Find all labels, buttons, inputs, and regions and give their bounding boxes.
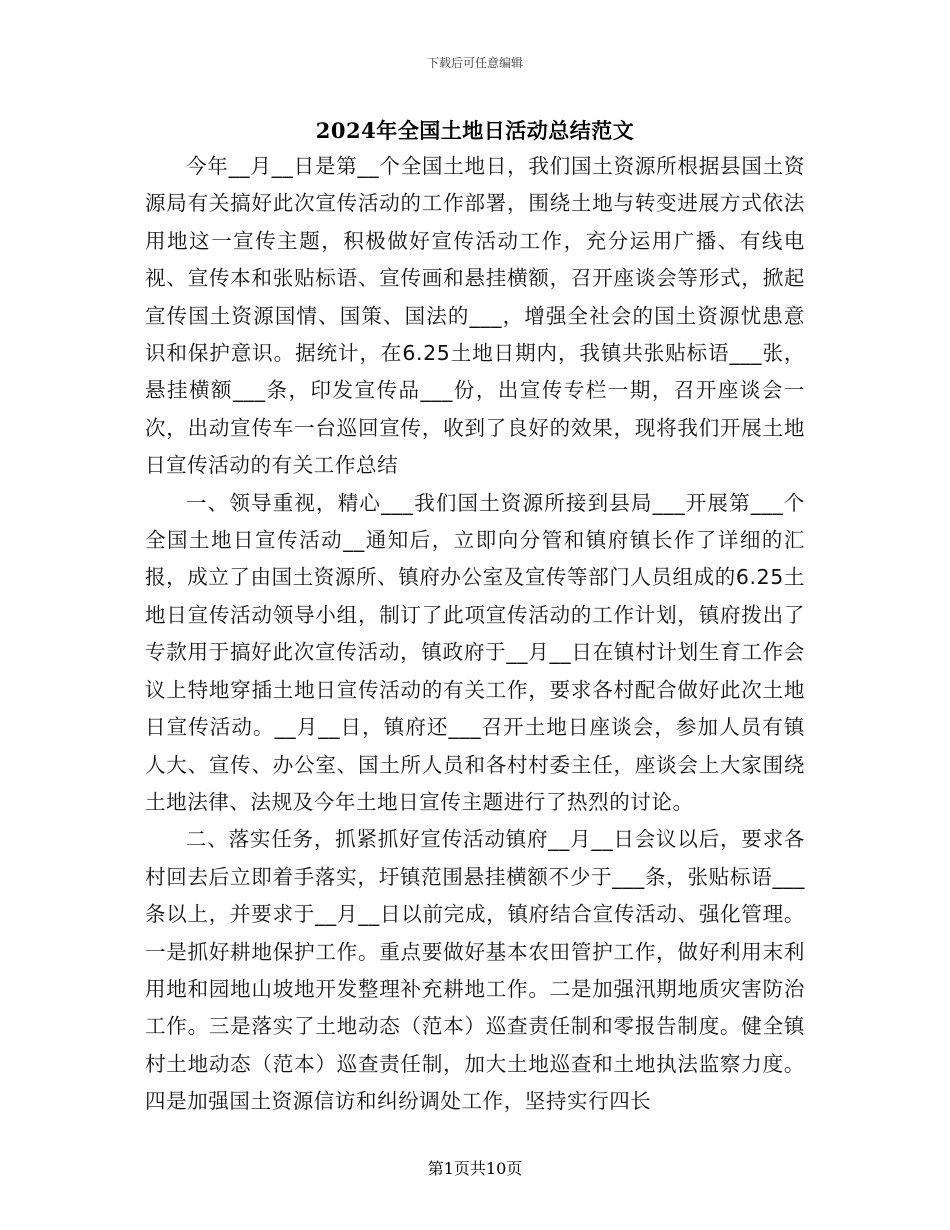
document-body [145, 148, 805, 1121]
paragraph-section-1: 一、领导重视，精心___我们国土资源所接到县局___开展第___个全国土地日宣传活动__通知后，立即向分管和镇府镇长作了详细的汇报，成立了由国土资源所、镇府办公室及宣传等部门人员组成的6.25土地日宣传活动领导小组，制订了此项宣传活动的工作计划，镇府拨出了专款用于搞好此次宣传活动，镇政府于__月__日在镇村计划生育工作会议上特地穿插土地日宣传活动的有关工作，要求各村配合做好此次土地日宣传活动。__月__日，镇府还___召开土地日座谈会，参加人员有镇人大、宣传、办公室、国土所人员和各村村委主任，座谈会上大家围绕土地法律、法规及今年土地日宣传主题进行了热烈的讨论。 [145, 490, 805, 814]
paragraph-intro: 今年__月__日是第__个全国土地日，我们国土资源所根据县国土资源局有关搞好此次宣传活动的工作部署，围绕土地与转变进展方式依法用地这一宣传主题，积极做好宣传活动工作，充分运用广播、有线电视、宣传本和张贴标语、宣传画和悬挂横额，召开座谈会等形式，掀起宣传国土资源国情、国策、国法的___，增强全社会的国土资源忧患意识和保护意识。据统计，在6.25土地日期内，我镇共张贴标语___张，悬挂横额___条，印发宣传品___份，出宣传专栏一期，召开座谈会一次，出动宣传车一台巡回宣传，收到了良好的效果，现将我们开展土地日宣传活动的有关工作总结 [145, 154, 805, 478]
page-number: 第1页共10页 [427, 1159, 523, 1178]
paragraph-section-2: 二、落实任务，抓紧抓好宣传活动镇府__月__日会议以后，要求各村回去后立即着手落实，圩镇范围悬挂横额不少于___条，张贴标语___条以上，并要求于__月__日以前完成，镇府结合宣传活动、强化管理。一是抓好耕地保护工作。重点要做好基本农田管护工作，做好利用末利用地和园地山坡地开发整理补充耕地工作。二是加强汛期地质灾害防治工作。三是落实了土地动态（范本）巡查责任制和零报告制度。健全镇村土地动态（范本）巡查责任制，加大土地巡查和土地执法监察力度。四是加强国土资源信访和纠纷调处工作，坚持实行四长 [145, 827, 805, 1114]
document-title: 2024年全国土地日活动总结范文 [315, 118, 635, 143]
header-note: 下载后可任意编辑 [426, 56, 523, 70]
